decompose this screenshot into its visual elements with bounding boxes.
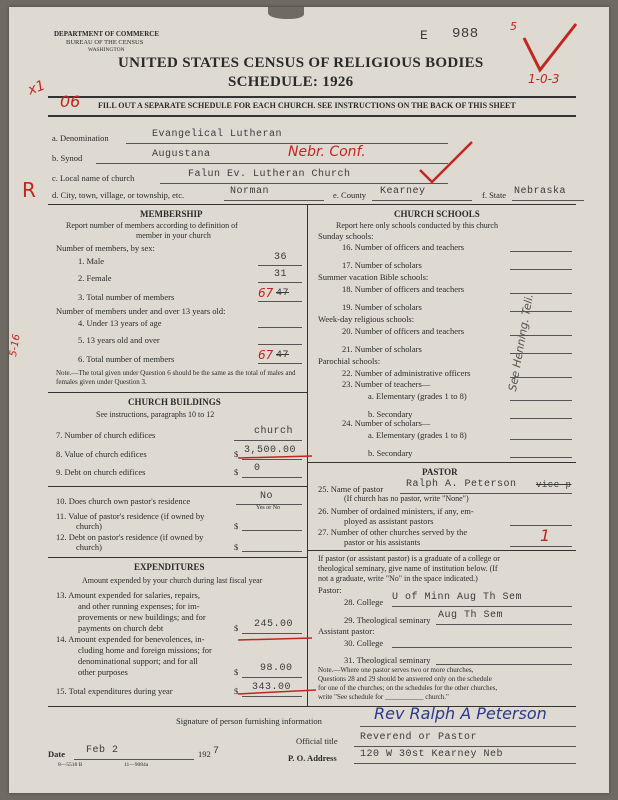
note-x1: x1: [25, 77, 48, 99]
q15-value: 343.00: [252, 682, 292, 693]
q20-label: 20. Number of officers and teachers: [342, 326, 465, 336]
synod-value: Augustana: [152, 149, 211, 160]
q13-label-b: and other running expenses; for im-: [78, 601, 200, 611]
signature-value: Rev Ralph A Peterson: [374, 704, 547, 723]
q10-label: 10. Does church own pastor's residence: [56, 496, 191, 506]
grad-note-3: not a graduate, write "No" in the space indicated.): [318, 574, 478, 583]
schedule-title: SCHEDULE: 1926: [228, 74, 354, 90]
q6-struck-value: 47: [276, 350, 290, 361]
county-line: [372, 200, 472, 201]
expenditures-heading: EXPENDITURES: [134, 562, 205, 572]
q30-label: 30. College: [344, 638, 384, 648]
paper-tear: [268, 7, 304, 19]
q14-label-a: 14. Amount expended for benevolences, in-: [56, 634, 205, 644]
q6-total-value: 67: [258, 348, 274, 362]
q27-label-a: 27. Number of other churches served by the: [318, 527, 468, 537]
q14-label-d: other purposes: [78, 667, 128, 677]
pastor-note-4: write "See schedule for ___________ church.": [318, 693, 449, 701]
q11-label-a: 11. Value of pastor's residence (if owned by: [56, 511, 205, 521]
q23a-line: [510, 400, 572, 401]
assistant-pastor-subhead: Assistant pastor:: [318, 626, 375, 636]
q13-value: 245.00: [254, 619, 294, 630]
q17-line: [510, 269, 572, 270]
q1-line: [258, 265, 302, 266]
q25-value: Ralph A. Peterson: [406, 479, 517, 490]
buildings-heading: CHURCH BUILDINGS: [128, 397, 221, 407]
q25-struck-value: vice p: [536, 480, 572, 490]
state-label: f. State: [482, 190, 507, 200]
q24a-line: [510, 439, 572, 440]
q27-line: [510, 546, 572, 547]
q5-line: [258, 344, 302, 345]
stamp-number: 988: [452, 26, 479, 42]
red-underline-q8: [236, 450, 316, 462]
q30-line: [392, 647, 572, 648]
q27-label-b: pastor or his assistants: [344, 537, 421, 547]
local-name-line: [160, 183, 448, 184]
state-value: Nebraska: [514, 186, 567, 197]
q2-female-label: 2. Female: [78, 273, 112, 283]
membership-sub2: member in your church: [136, 231, 211, 240]
side-pencil-note: See Henning. Teli.: [506, 292, 536, 393]
date-value: Feb 2: [86, 745, 119, 756]
q11-label-b: church): [76, 521, 102, 531]
q9-label: 9. Debt on church edifices: [56, 467, 146, 477]
q23b-line: [510, 418, 572, 419]
official-title-line: [354, 746, 576, 747]
q17-label: 17. Number of scholars: [342, 260, 422, 270]
membership-sub1: Report number of members according to definition of: [66, 221, 238, 230]
official-title-value: Reverend or Pastor: [360, 732, 478, 743]
q15-dollar: $: [234, 686, 239, 696]
q2-female-value: 31: [274, 269, 288, 280]
q3-line: [258, 301, 302, 302]
q12-label-b: church): [76, 542, 102, 552]
membership-heading: MEMBERSHIP: [140, 209, 203, 219]
q26-label-b: ployed as assistant pastors: [344, 516, 434, 526]
q6-total-label: 6. Total number of members: [78, 354, 175, 364]
q8-label: 8. Value of church edifices: [56, 449, 147, 459]
buildings-mid-rule: [48, 486, 307, 487]
red-underline-q13: [236, 636, 316, 646]
q28-label: 28. College: [344, 597, 384, 607]
form-number-2: 11—9084a: [124, 762, 149, 768]
membership-note: Note.—The total given under Question 6 should be the same as the total of males and females given under Question 3.: [56, 369, 296, 386]
q29-line: [436, 624, 572, 625]
q13-line: [242, 633, 302, 634]
q2-line: [258, 282, 302, 283]
q21-label: 21. Number of scholars: [342, 344, 422, 354]
note-R: R: [22, 178, 36, 202]
q18-label: 18. Number of officers and teachers: [342, 284, 465, 294]
q1-male-value: 36: [274, 252, 288, 263]
denomination-value: Evangelical Lutheran: [152, 129, 283, 140]
q3-total-value: 67: [258, 286, 274, 300]
q23a-label: a. Elementary (grades 1 to 8): [368, 391, 467, 401]
county-value: Kearney: [380, 186, 426, 197]
signature-line: [360, 726, 576, 727]
q7-line: [234, 440, 302, 441]
q13-label-d: payments on church debt: [78, 623, 164, 633]
schools-rule: [307, 462, 576, 463]
q1-male-label: 1. Male: [78, 256, 104, 266]
buildings-rule: [48, 557, 307, 558]
q18-line: [510, 293, 572, 294]
q24b-line: [510, 457, 572, 458]
signature-label: Signature of person furnishing information: [176, 716, 322, 726]
sunday-schools-label: Sunday schools:: [318, 231, 374, 241]
q7-value: church: [254, 426, 294, 437]
q15-label: 15. Total expenditures during year: [56, 686, 173, 696]
pastor-heading: PASTOR: [422, 467, 458, 477]
summer-schools-label: Summer vacation Bible schools:: [318, 272, 429, 282]
q9-dollar: $: [234, 467, 239, 477]
parochial-schools-label: Parochial schools:: [318, 356, 381, 366]
q27-value: 1: [540, 526, 551, 545]
po-address-line: [354, 763, 576, 764]
q28-value: U of Minn Aug Th Sem: [392, 592, 523, 603]
q24b-label: b. Secondary: [368, 448, 413, 458]
dept-label: DEPARTMENT OF COMMERCE: [54, 30, 160, 38]
city-label: d. City, town, village, or township, etc.: [52, 190, 185, 200]
q25-label: 25. Name of pastor: [318, 484, 384, 494]
q12-line: [242, 551, 302, 552]
pastor-note-1: Note.—Where one pastor serves two or more churches,: [318, 666, 474, 674]
q14-line: [242, 677, 302, 678]
red-check-mark-top: [520, 20, 580, 76]
q9-value: 0: [254, 463, 261, 474]
denomination-label: a. Denomination: [52, 133, 109, 143]
membership-rule: [48, 392, 307, 393]
note-margin: 5-16: [7, 333, 23, 358]
weekday-schools-label: Week-day religious schools:: [318, 314, 415, 324]
q14-label-c: denominational support; and for all: [78, 656, 198, 666]
q25-hint: (If church has no pastor, write "None"): [344, 494, 469, 503]
buildings-sub: See instructions, paragraphs 10 to 12: [96, 410, 215, 419]
red-underline-q15: [236, 686, 322, 698]
body-rule-top: [48, 204, 576, 205]
county-label: e. County: [333, 190, 367, 200]
q13-dollar: $: [234, 623, 239, 633]
q13-label-a: 13. Amount expended for salaries, repairs,: [56, 590, 200, 600]
q31-line: [436, 664, 572, 665]
q16-label: 16. Number of officers and teachers: [342, 242, 465, 252]
q8-value: 3,500.00: [244, 445, 297, 456]
synod-note: Nebr. Conf.: [288, 144, 366, 160]
year-prefix: 192: [198, 749, 211, 759]
q7-label: 7. Number of church edifices: [56, 430, 156, 440]
denomination-line: [126, 143, 448, 144]
note-06: 06: [60, 92, 81, 111]
form-title: UNITED STATES CENSUS OF RELIGIOUS BODIES: [118, 55, 484, 71]
po-address-label: P. O. Address: [288, 753, 337, 763]
year-digit: 7: [213, 746, 220, 757]
q9-line: [242, 477, 302, 478]
q23-label: 23. Number of teachers—: [342, 379, 431, 389]
note-top-right: 1-0-3: [528, 72, 560, 86]
date-label: Date: [48, 749, 65, 759]
washington-label: WASHINGTON: [88, 47, 125, 53]
q14-dollar: $: [234, 667, 239, 677]
q4-line: [258, 327, 302, 328]
city-value: Norman: [230, 186, 270, 197]
schools-heading: CHURCH SCHOOLS: [394, 209, 480, 219]
q14-label-b: cluding home and foreign missions; for: [78, 645, 212, 655]
q11-line: [242, 530, 302, 531]
q8-dollar: $: [234, 449, 239, 459]
q3-struck-value: 47: [276, 288, 290, 299]
pastor-mid-rule: [307, 550, 576, 551]
bureau-label: BUREAU OF THE CENSUS: [66, 39, 144, 46]
q23b-label: b. Secondary: [368, 409, 413, 419]
instruction-banner: FILL OUT A SEPARATE SCHEDULE FOR EACH CHURCH. SEE INSTRUCTIONS ON THE BACK OF THIS SHEET: [98, 101, 516, 110]
q6-line: [258, 363, 302, 364]
q12-dollar: $: [234, 542, 239, 552]
q24-label: 24. Number of scholars—: [342, 418, 431, 428]
q13-label-c: provements or new buildings; and for: [78, 612, 206, 622]
city-line: [224, 200, 324, 201]
expenditures-sub: Amount expended by your church during last fiscal year: [82, 576, 263, 585]
q11-dollar: $: [234, 521, 239, 531]
q10-hint: Yes or No: [256, 505, 281, 511]
local-name-value: Falun Ev. Lutheran Church: [188, 169, 351, 180]
local-name-label: c. Local name of church: [52, 173, 135, 183]
pastor-note-2: Questions 28 and 29 should be answered only on the schedule: [318, 675, 492, 683]
form-number: 8—5518 B: [58, 762, 83, 768]
q4-under13-label: 4. Under 13 years of age: [78, 318, 162, 328]
q12-label-a: 12. Debt on pastor's residence (if owned by: [56, 532, 204, 542]
pastor-subhead: Pastor:: [318, 585, 342, 595]
synod-label: b. Synod: [52, 153, 83, 163]
q29-value: Aug Th Sem: [438, 610, 504, 621]
q29-label: 29. Theological seminary: [344, 615, 431, 625]
grad-note-2: theological seminary, give name of institution below. (If: [318, 564, 498, 573]
q22-label: 22. Number of administrative officers: [342, 368, 471, 378]
q5-over13-label: 5. 13 years old and over: [78, 335, 160, 345]
note-top-right-2: 5: [510, 20, 517, 33]
red-check-mark-synod: [418, 140, 474, 186]
q31-label: 31. Theological seminary: [344, 655, 431, 665]
synod-line: [96, 163, 448, 164]
members-by-age-label: Number of members under and over 13 years old:: [56, 306, 226, 316]
q24a-label: a. Elementary (grades 1 to 8): [368, 430, 467, 440]
q10-value: No: [260, 491, 274, 502]
q3-total-label: 3. Total number of members: [78, 292, 175, 302]
state-line: [512, 200, 584, 201]
q19-label: 19. Number of scholars: [342, 302, 422, 312]
stamp-letter: E: [420, 28, 429, 43]
pastor-note-3: for one of the churches; on the schedules for the other churches,: [318, 684, 498, 692]
header-rule-top: [48, 96, 576, 98]
header-rule-bottom: [48, 115, 576, 117]
q14-value: 98.00: [260, 663, 293, 674]
grad-note-1: If pastor (or assistant pastor) is a graduate of a college or: [318, 554, 500, 563]
official-title-label: Official title: [296, 736, 338, 746]
q28-line: [392, 606, 572, 607]
date-line: [74, 759, 194, 760]
schools-sub: Report here only schools conducted by this church: [336, 221, 498, 230]
q16-line: [510, 251, 572, 252]
po-address-value: 120 W 30st Kearney Neb: [360, 749, 504, 760]
q26-label-a: 26. Number of ordained ministers, if any, em-: [318, 506, 474, 516]
members-by-sex-label: Number of members, by sex:: [56, 243, 155, 253]
